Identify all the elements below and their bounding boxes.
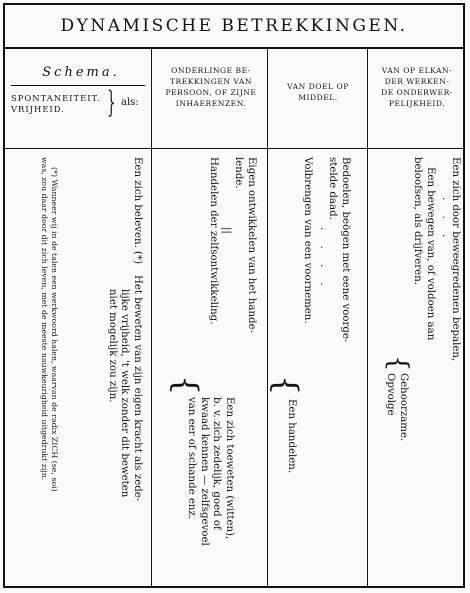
schema-term-spontaneity: SPONTANEITEIT. [11,93,101,103]
col4-result-1: Gehoorzame. [398,373,409,442]
col2-line-2: lende. [233,157,245,189]
column-divider-2 [267,47,268,586]
column-divider-1 [151,47,152,586]
schema-als: als: [121,97,139,108]
col2-line-1: Eigen ontwikkelen van het hande- [246,157,257,334]
col1-line-4: niet mogelijk zou zijn. [107,289,118,403]
col4-body [411,157,461,361]
col1-footnote-2: was, zou daar door dit zich leven, met de meeste nauwkeurigheid uitgedrukt zijn. [40,157,49,481]
col1-footnote-1: (*) Wanneer wij in de talen een werkwoord halen, waarvan de radix ZICH (se, soi) [50,167,59,492]
col1-line-3: lijke vrijheid, 't welk zonder dit beweten [119,289,131,498]
col2-body [207,157,257,333]
col2-result [185,397,235,546]
col3-dots: · · · · [315,227,326,292]
col2-equals: || [221,227,232,234]
col2-result-4: van eer of schande enz. [186,397,198,520]
schema-brace: } [107,85,116,120]
col4-brace: { [383,355,413,372]
page-title: DYNAMISCHE BETREKKINGEN. [5,5,463,49]
col4-result [384,373,409,441]
col1-footnote [39,157,59,492]
col4-result-2: Opvolge [385,373,397,416]
col4-dots: · · · [437,197,449,244]
col1-body [106,275,144,501]
col2-header: ONDERLINGE BE- TREKKINGEN VAN PERSOON, OF ZIJNE INHAERENZEN. [165,66,257,108]
schema-divider [11,85,145,86]
col2-brace: { [167,375,205,396]
col3-header: VAN DOEL OP MIDDEL. [287,82,349,102]
col2-result-2: b. v. zich zedelijk, goed of [211,397,223,530]
header-divider [5,148,463,149]
schema-title: Schema. [42,65,120,80]
col3-line-3: Volbrengen van een voornemen. [302,157,314,324]
col4-line-3: beloofsen, als drijfveren. [412,157,424,286]
col2-line-3: Handelen der zelfsontwikkeling. [208,157,220,325]
schema-term-freedom: VRIJHEID. [11,104,65,114]
col3-result: Een handelen. [286,399,297,474]
col2-result-1: Een zich toeweten (witten), [224,397,235,540]
schema-terms [11,93,101,115]
column-divider-3 [367,47,368,586]
col4-line-2: Een bewegen van, of voldoen aan [425,167,436,341]
col1-line-1: Een zich beleven. (*) [132,157,143,265]
col3-brace: { [267,375,305,396]
col2-result-3: kwaad kennen — zelfsgevoel [199,397,210,546]
col3-line-2: stelde daad. [327,157,339,220]
col3-body [301,157,351,342]
col1-line-2: Het beweten van zijn eigen kracht als zede- [132,275,143,502]
col3-line-1: Bedoelen, beögen met eene voorge- [340,157,351,343]
document-page [3,3,465,588]
col4-line-1: Een zich door beweegredenen bepalen, [450,157,461,362]
col4-header: VAN OP ELKAN- DER WERKEN- DE ONDERWER- PELIJKHEID. [381,66,453,108]
